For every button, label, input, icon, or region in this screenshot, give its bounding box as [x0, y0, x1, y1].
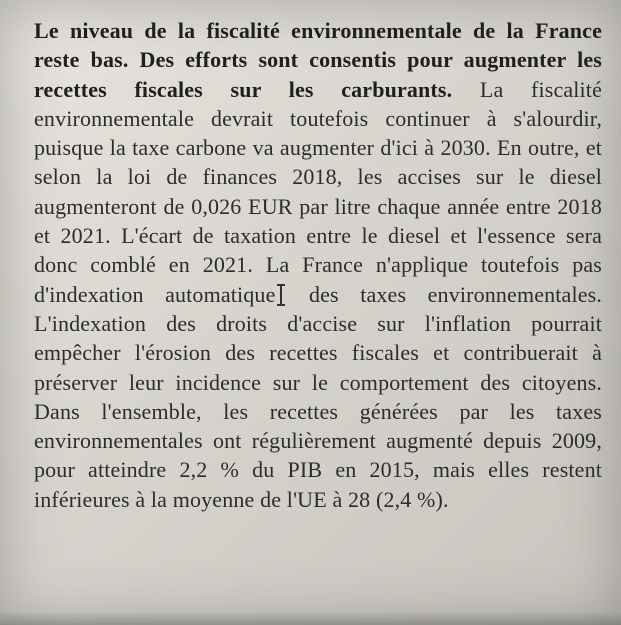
paragraph-body-part2: des taxes environnementales. L'indexation des droits d'accise sur l'inflation pourrait empêcher l'érosion des recettes fiscales et contribuerait à préserver leur incidence sur le comportement des citoyens. Dans l'ensemble, les recettes générées par les taxes environnementales ont régulièrement augmenté depuis 2009, pour atteindre 2,2 % du PIB en 2015, mais elles restent inférieures à la moyenne de l'UE à 28 (2,4 %).	[34, 281, 602, 512]
screen-bezel-shadow	[0, 611, 621, 625]
paragraph-body-part1: La fiscalité environnementale devrait toutefois continuer à s'alourdir, puisque la taxe carbone va augmenter d'ici à 2030. En outre, et selon la loi de finances 2018, les accises sur le diesel augmenteront de 0,026 EUR par litre chaque année entre 2018 et 2021. L'écart de taxation entre le diesel et l'essence sera donc comblé en 2021. La France n'applique toutefois pas d'indexation automatique	[34, 76, 602, 307]
paragraph-text	[34, 16, 602, 514]
paragraph-lead-bold: Le niveau de la fiscalité environnementale de la France reste bas. Des efforts sont consentis pour augmenter les recettes fiscales sur les carburants.	[34, 18, 602, 102]
text-cursor-icon	[280, 284, 284, 306]
